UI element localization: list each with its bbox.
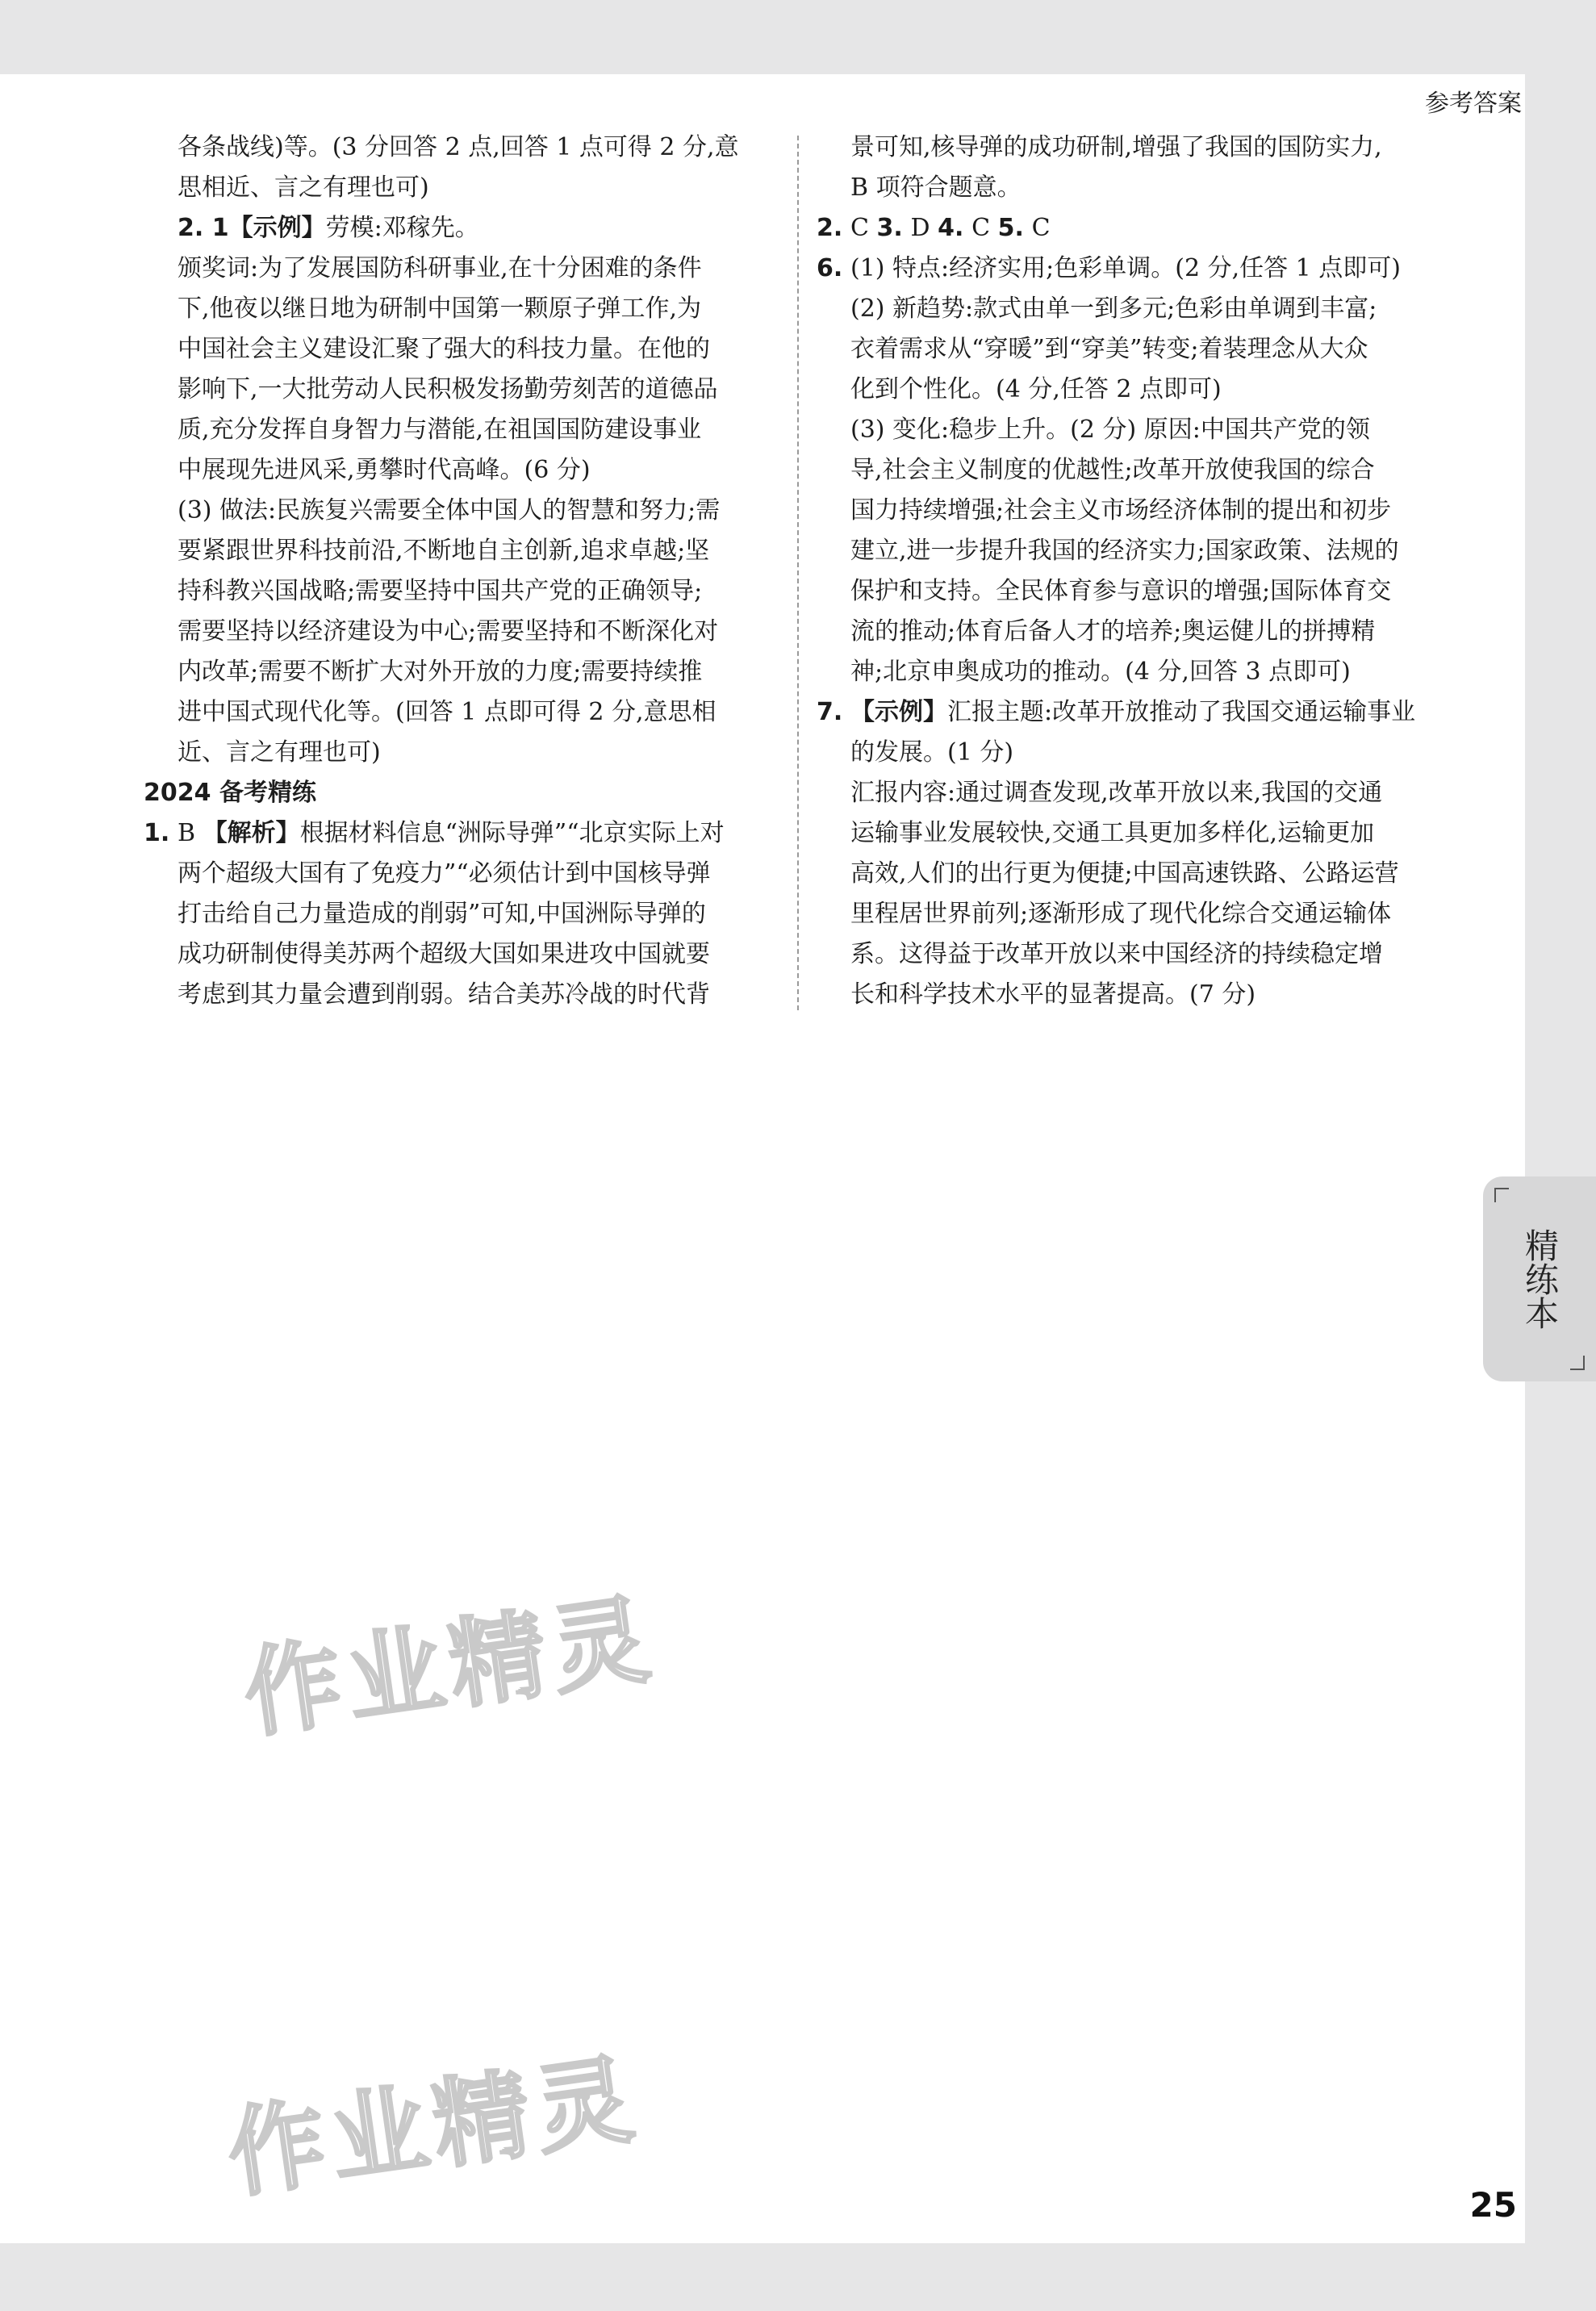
question-number: 5. [997, 214, 1024, 242]
text-line [817, 531, 1454, 571]
watermark-logo: 作业精灵 [237, 1582, 662, 1752]
text-segment: (3) 做法:民族复兴需要全体中国人的智慧和努力;需 [178, 496, 721, 524]
side-tab-label: 精练本 [1520, 1228, 1560, 1330]
text-segment: 运输事业发展较快,交通工具更加多样化,运输更加 [850, 819, 1375, 847]
corner-bracket-icon [1570, 1356, 1585, 1370]
side-tab [1483, 1176, 1596, 1381]
text-segment: C [1031, 214, 1051, 242]
text-segment: 要紧跟世界科技前沿,不断地自主创新,追求卓越;坚 [178, 537, 710, 565]
text-segment: 内改革;需要不断扩大对外开放的力度;需要持续推 [178, 658, 703, 686]
answer-label: 【示例】 [850, 698, 947, 726]
text-segment: 需要坚持以经济建设为中心;需要坚持和不断深化对 [178, 617, 719, 646]
text-line [817, 975, 1454, 1015]
text-line [817, 652, 1454, 692]
text-segment: 的发展。(1 分) [850, 738, 1014, 767]
text-segment: C [850, 214, 877, 242]
text-line [144, 934, 778, 975]
text-line [144, 813, 778, 854]
text-segment: C [971, 214, 998, 242]
answer-label: 【解析】 [203, 819, 300, 847]
text-segment: 近、言之有理也可) [178, 738, 381, 767]
text-line [144, 612, 778, 652]
text-line [144, 491, 778, 531]
left-column [144, 127, 778, 1015]
text-segment: 根据材料信息“洲际导弹”“北京实际上对 [299, 819, 725, 847]
text-segment: (2) 新趋势:款式由单一到多元;色彩由单调到丰富; [850, 295, 1377, 323]
text-segment: 导,社会主义制度的优越性;改革开放使我国的综合 [850, 456, 1375, 484]
text-line [144, 249, 778, 289]
text-line [817, 289, 1454, 329]
text-line [144, 531, 778, 571]
text-line [817, 854, 1454, 894]
text-segment: 打击给自己力量造成的削弱”可知,中国洲际导弹的 [178, 900, 706, 928]
text-segment: 高效,人们的出行更为便捷;中国高速铁路、公路运营 [850, 859, 1399, 888]
question-number: 3. [876, 214, 903, 242]
text-line [144, 168, 778, 208]
text-segment: 进中国式现代化等。(回答 1 点即可得 2 分,意思相 [178, 698, 717, 726]
question-number: 1. [144, 819, 170, 847]
text-line [144, 652, 778, 692]
text-segment: 各条战线)等。(3 分回答 2 点,回答 1 点可得 2 分,意 [178, 133, 739, 161]
text-line [144, 208, 778, 249]
text-segment: 系。这得益于改革开放以来中国经济的持续稳定增 [850, 940, 1383, 968]
text-line [817, 612, 1454, 652]
text-line [817, 450, 1454, 491]
text-segment: B [178, 819, 203, 847]
text-segment: 考虑到其力量会遭到削弱。结合美苏冷战的时代背 [178, 980, 710, 1009]
text-segment: 景可知,核导弹的成功研制,增强了我国的国防实力, [850, 133, 1382, 161]
text-line [144, 975, 778, 1015]
text-line [817, 773, 1454, 813]
text-segment: 衣着需求从“穿暖”到“穿美”转变;着装理念从大众 [850, 335, 1368, 363]
answer-label: 【示例】 [228, 214, 326, 242]
text-segment: 下,他夜以继日地为研制中国第一颗原子弹工作,为 [178, 295, 702, 323]
column-divider [797, 136, 799, 1010]
text-line [817, 127, 1454, 168]
text-segment: 两个超级大国有了免疫力”“必须估计到中国核导弹 [178, 859, 711, 888]
text-segment: 化到个性化。(4 分,任答 2 点即可) [850, 375, 1222, 403]
watermark-logo: 作业精灵 [221, 2042, 646, 2212]
section-heading: 2024 备考精练 [144, 779, 316, 807]
text-line [817, 571, 1454, 612]
text-segment: (1) 特点:经济实用;色彩单调。(2 分,任答 1 点即可) [850, 254, 1401, 282]
text-line [144, 329, 778, 370]
right-column [817, 127, 1454, 1015]
text-segment: 保护和支持。全民体育参与意识的增强;国际体育交 [850, 577, 1392, 605]
text-line [817, 894, 1454, 934]
text-line [817, 329, 1454, 370]
text-segment: 流的推动;体育后备人才的培养;奥运健儿的拼搏精 [850, 617, 1376, 646]
question-number: 7. [817, 698, 843, 726]
text-segment: 神;北京申奥成功的推动。(4 分,回答 3 点即可) [850, 658, 1351, 686]
text-segment: 长和科学技术水平的显著提高。(7 分) [850, 980, 1256, 1009]
text-line [144, 733, 778, 773]
text-line [817, 813, 1454, 854]
text-segment: 汇报主题:改革开放推动了我国交通运输事业 [947, 698, 1416, 726]
text-line [144, 127, 778, 168]
text-segment: 中展现先进风采,勇攀时代高峰。(6 分) [178, 456, 591, 484]
text-line [817, 208, 1454, 249]
text-line [144, 410, 778, 450]
text-line [144, 289, 778, 329]
text-line [144, 854, 778, 894]
text-line [144, 692, 778, 733]
text-segment: 中国社会主义建设汇聚了强大的科技力量。在他的 [178, 335, 710, 363]
text-segment: (3) 变化:稳步上升。(2 分) 原因:中国共产党的领 [850, 416, 1370, 444]
question-number: 2. [817, 214, 843, 242]
text-segment: 影响下,一大批劳动人民积极发扬勤劳刻苦的道德品 [178, 375, 718, 403]
text-segment: 思相近、言之有理也可) [178, 173, 429, 202]
text-segment: 建立,进一步提升我国的经济实力;国家政策、法规的 [850, 537, 1399, 565]
text-line [817, 491, 1454, 531]
text-line [144, 894, 778, 934]
text-line [817, 249, 1454, 289]
text-segment: 劳模:邓稼先。 [325, 214, 479, 242]
page-header-title: 参考答案 [1425, 90, 1522, 118]
page-number: 25 [1469, 2185, 1517, 2225]
text-segment: D [910, 214, 938, 242]
text-line [817, 370, 1454, 410]
text-line [817, 692, 1454, 733]
text-segment: 里程居世界前列;逐渐形成了现代化综合交通运输体 [850, 900, 1392, 928]
text-segment: 汇报内容:通过调查发现,改革开放以来,我国的交通 [850, 779, 1383, 807]
text-line [817, 733, 1454, 773]
text-segment: 质,充分发挥自身智力与潜能,在祖国国防建设事业 [178, 416, 702, 444]
question-number: 2. 1 [178, 214, 229, 242]
text-line [144, 773, 778, 813]
text-line [817, 934, 1454, 975]
text-line [817, 410, 1454, 450]
question-number: 4. [938, 214, 964, 242]
text-line [817, 168, 1454, 208]
text-line [144, 450, 778, 491]
question-number: 6. [817, 254, 843, 282]
text-segment: 成功研制使得美苏两个超级大国如果进攻中国就要 [178, 940, 710, 968]
text-segment: B 项符合题意。 [850, 173, 1022, 202]
text-segment: 颁奖词:为了发展国防科研事业,在十分困难的条件 [178, 254, 702, 282]
text-line [144, 571, 778, 612]
text-line [144, 370, 778, 410]
text-segment: 国力持续增强;社会主义市场经济体制的提出和初步 [850, 496, 1392, 524]
text-segment: 持科教兴国战略;需要坚持中国共产党的正确领导; [178, 577, 703, 605]
